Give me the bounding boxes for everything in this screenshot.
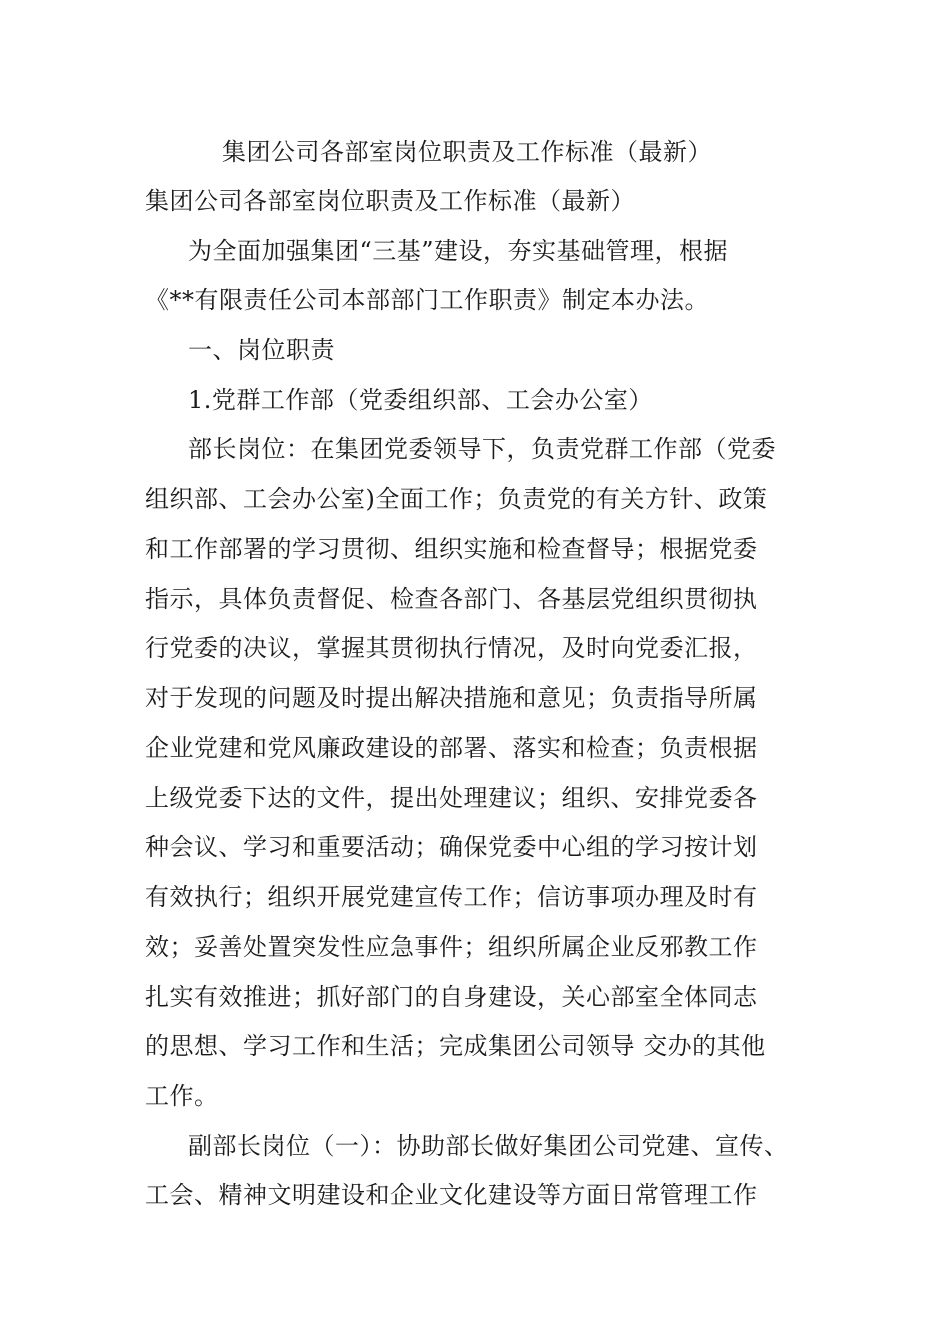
document-title: 集团公司各部室岗位职责及工作标准（最新） xyxy=(222,138,712,166)
paragraph-line: 指示，具体负责督促、检查各部门、各基层党组织贯彻执 xyxy=(145,585,758,613)
paragraph-line: 种会议、学习和重要活动；确保党委中心组的学习按计划 xyxy=(145,833,758,861)
paragraph-line: 效；妥善处置突发性应急事件；组织所属企业反邪教工作 xyxy=(145,933,758,961)
paragraph-line: 的思想、学习工作和生活；完成集团公司领导 交办的其他 xyxy=(145,1032,766,1060)
paragraph-line: 部长岗位：在集团党委领导下，负责党群工作部（党委 xyxy=(188,435,776,463)
paragraph-line: 工作。 xyxy=(145,1082,219,1110)
paragraph-line: 扎实有效推进；抓好部门的自身建设，关心部室全体同志 xyxy=(145,983,758,1011)
paragraph-line: 有效执行；组织开展党建宣传工作；信访事项办理及时有 xyxy=(145,883,758,911)
paragraph-line: 企业党建和党风廉政建设的部署、落实和检查；负责根据 xyxy=(145,734,758,762)
subsection-heading: 1.党群工作部（党委组织部、工会办公室） xyxy=(188,386,653,414)
paragraph-line: 工会、精神文明建设和企业文化建设等方面日常管理工作 xyxy=(145,1181,758,1209)
paragraph-line: 行党委的决议，掌握其贯彻执行情况，及时向党委汇报， xyxy=(145,634,758,662)
section-heading: 一、岗位职责 xyxy=(188,336,335,364)
intro-line: 《**有限责任公司本部部门工作职责》制定本办法。 xyxy=(145,286,709,314)
paragraph-line: 副部长岗位（一）：协助部长做好集团公司党建、宣传、 xyxy=(188,1132,789,1160)
paragraph-line: 组织部、工会办公室)全面工作；负责党的有关方针、政策 xyxy=(145,485,768,513)
paragraph-line: 上级党委下达的文件，提出处理建议；组织、安排党委各 xyxy=(145,784,758,812)
paragraph-line: 和工作部署的学习贯彻、组织实施和检查督导；根据党委 xyxy=(145,535,758,563)
intro-line: 为全面加强集团“三基”建设，夯实基础管理，根据 xyxy=(188,237,729,265)
document-subtitle: 集团公司各部室岗位职责及工作标准（最新） xyxy=(145,187,635,215)
paragraph-line: 对于发现的问题及时提出解决措施和意见；负责指导所属 xyxy=(145,684,758,712)
